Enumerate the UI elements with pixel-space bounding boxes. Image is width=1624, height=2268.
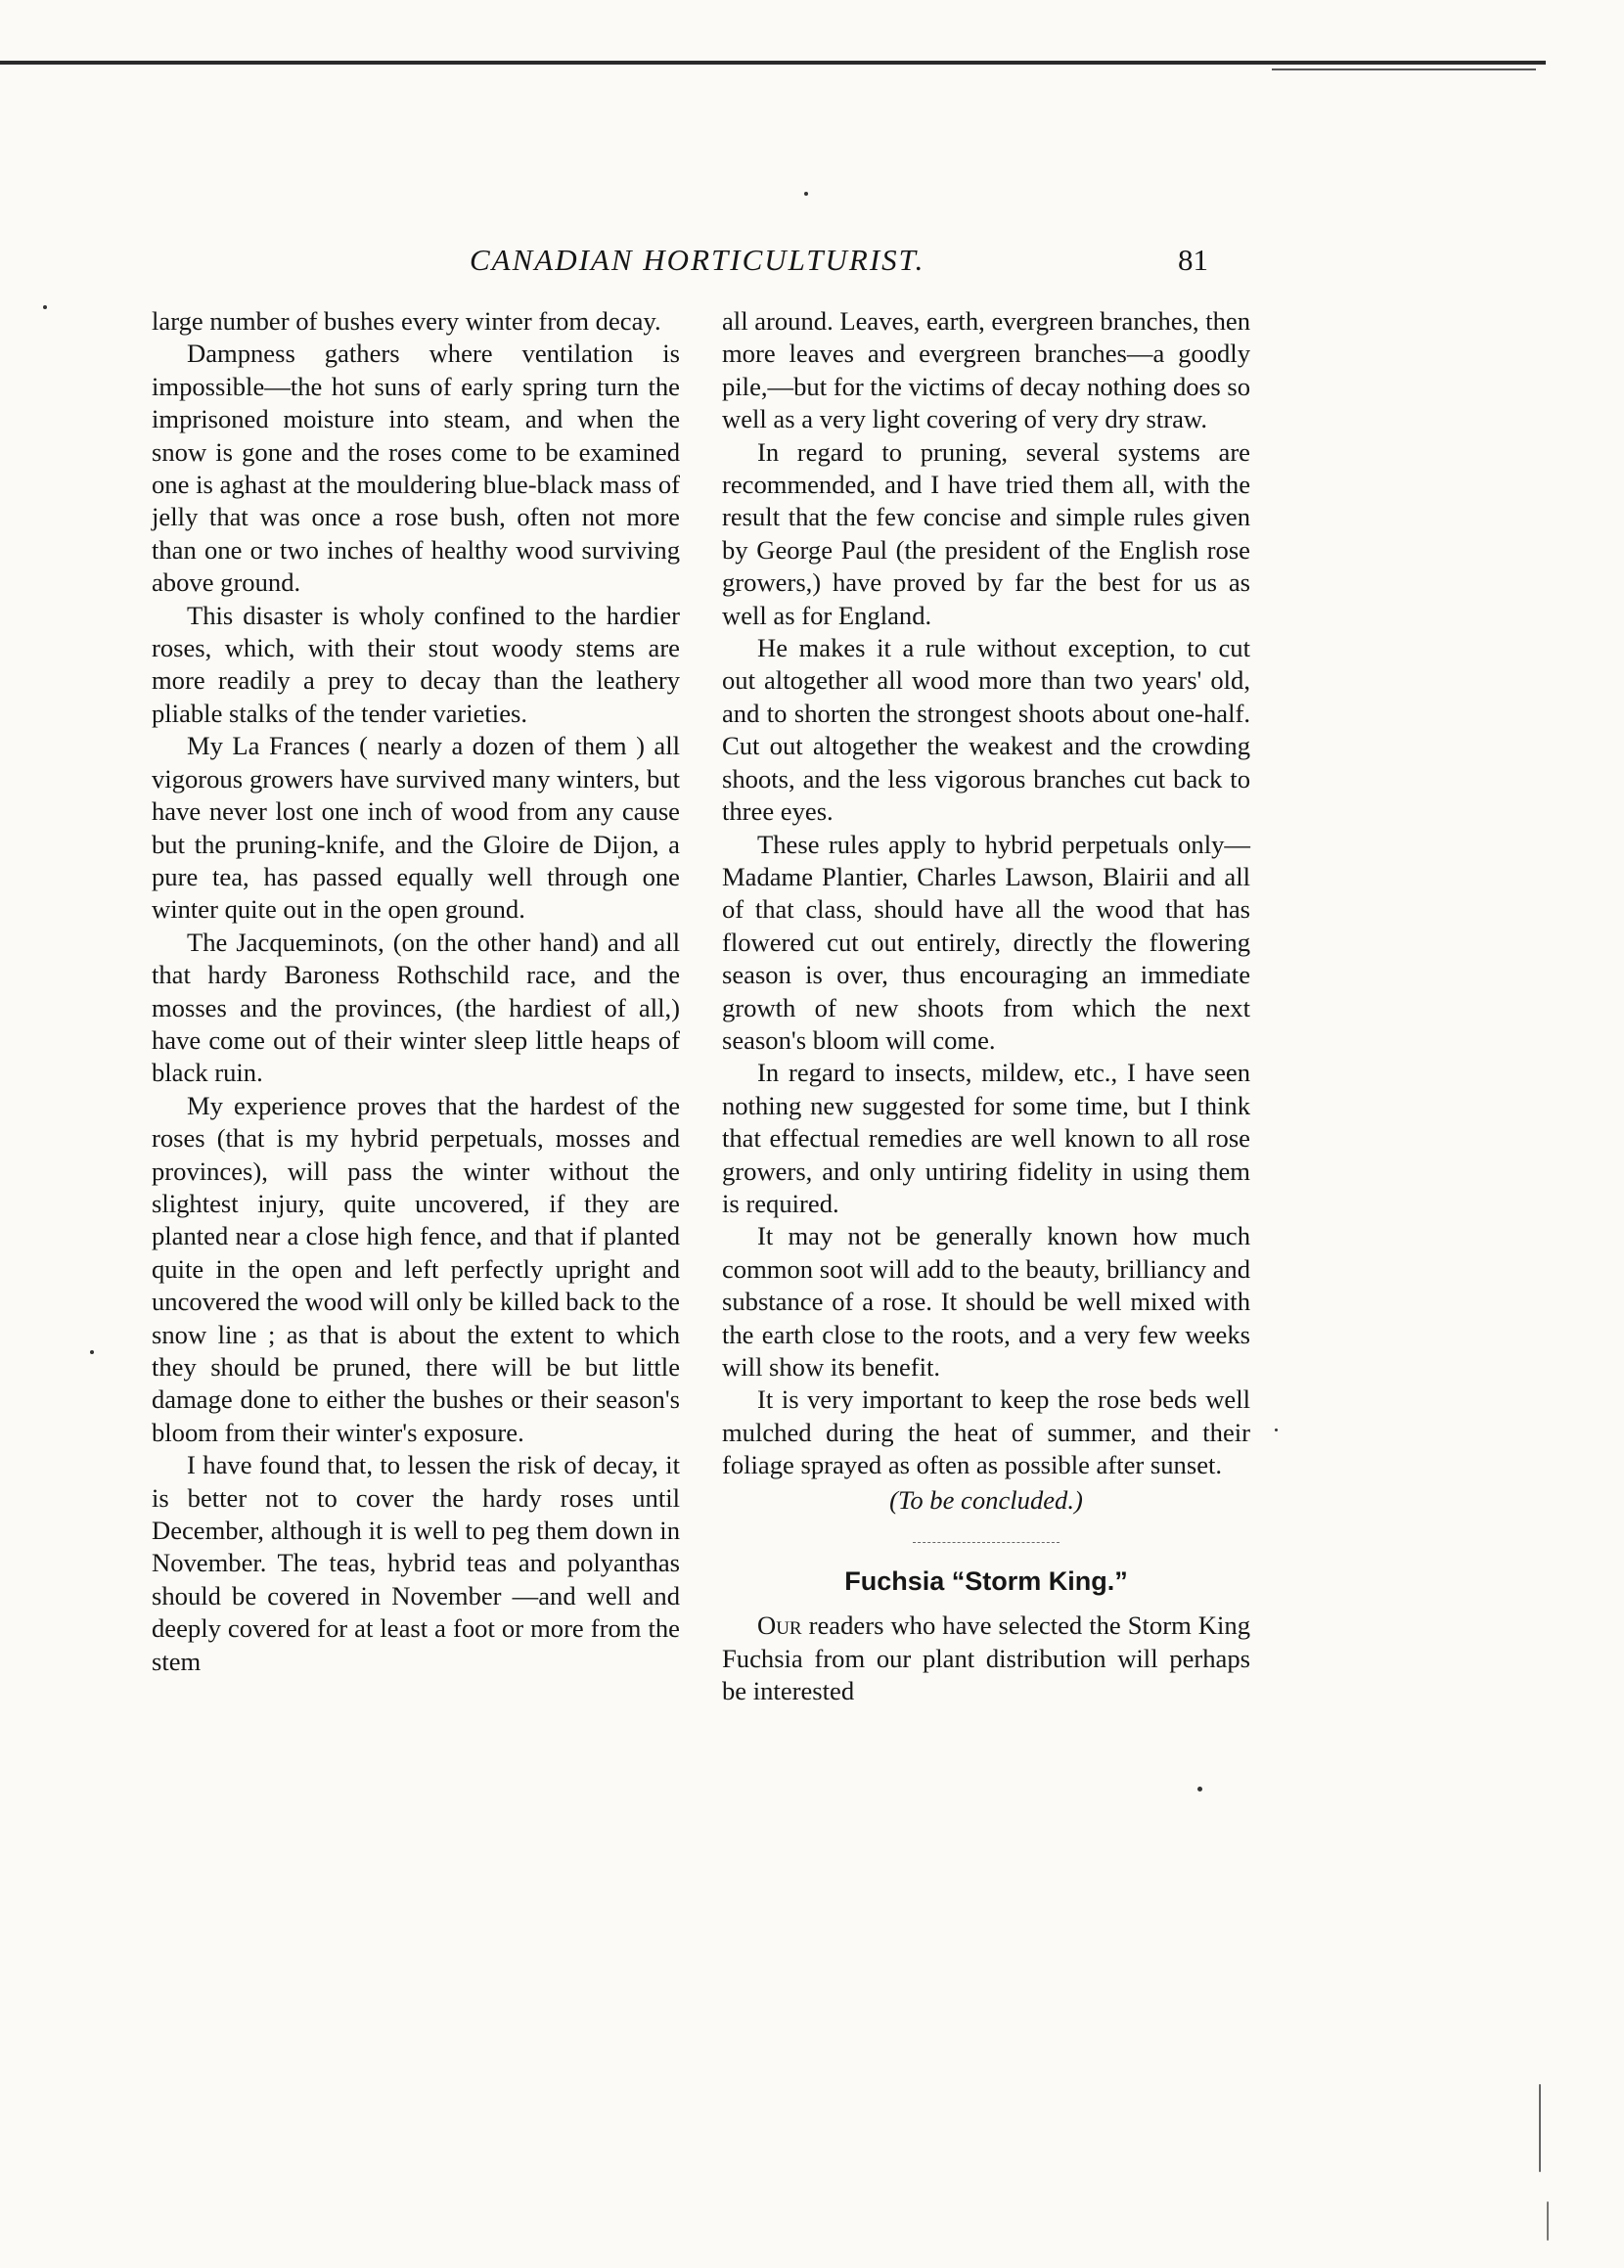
section-paragraph bbox=[722, 1610, 1250, 1707]
section-divider bbox=[913, 1542, 1060, 1544]
paragraph: These rules apply to hybrid perpetuals only—Madame Plantier, Charles Lawson, Blairii and all of that class, should have all the wood that has flowered cut out entirely, directly the flowering season is over, thus encouraging an immediate growth of new shoots from which the next season's bloom will come. bbox=[722, 829, 1250, 1055]
top-rule bbox=[0, 61, 1546, 65]
paragraph: It is very important to keep the rose beds well mulched during the heat of summer, and their foliage sprayed as often as possible after sunset. bbox=[722, 1384, 1250, 1480]
paragraph: I have found that, to lessen the risk of decay, it is better not to cover the hardy roses until December, although it is well to peg them down in November. The teas, hybrid teas and polyanthas should be covered in November —and well and deeply covered for at least a foot or more from the stem bbox=[152, 1450, 680, 1676]
paragraph: large number of bushes every winter from decay. bbox=[152, 306, 661, 336]
right-column bbox=[722, 305, 1250, 1708]
paragraph: My La Frances ( nearly a dozen of them ) all vigorous growers have survived many winters, but have never lost one inch of wood from any cause but the pruning-knife, and the Gloire de Dijon, a pure tea, has passed equally well through one winter quite out in the open ground. bbox=[152, 731, 680, 925]
scan-speck bbox=[43, 305, 47, 309]
paragraph: The Jacqueminots, (on the other hand) and all that hardy Baroness Rothschild race, and the mosses and the provinces, (the hardiest of all,) have come out of their winter sleep little heaps of black ruin. bbox=[152, 927, 680, 1088]
scan-speck bbox=[1547, 2201, 1549, 2241]
paragraph: all around. Leaves, earth, evergreen branches, then more leaves and evergreen branches—a goodly pile,—but for the victims of decay nothing does so well as a very light covering of very dry straw. bbox=[722, 306, 1250, 434]
left-column bbox=[152, 305, 680, 1678]
scan-speck bbox=[1539, 2084, 1541, 2172]
scan-speck bbox=[804, 192, 808, 196]
page-number: 81 bbox=[1178, 243, 1208, 277]
scan-speck bbox=[1275, 1429, 1278, 1431]
paragraph: In regard to pruning, several systems are recommended, and I have tried them all, with the result that the few concise and simple rules given by George Paul (the president of the English rose growers,) have proved by far the best for us as well as for England. bbox=[722, 436, 1250, 630]
scan-speck bbox=[1197, 1787, 1202, 1792]
paragraph: This disaster is wholy confined to the hardier roses, which, with their stout woody stems are more readily a prey to decay than the leathery pliable stalks of the tender varieties. bbox=[152, 600, 680, 728]
to-be-concluded-note: (To be concluded.) bbox=[889, 1484, 1083, 1515]
scan-speck bbox=[90, 1350, 94, 1354]
section-text: readers who have selected the Storm King Fuchsia from our plant distribution will perhaps be interested bbox=[722, 1610, 1250, 1706]
paragraph: My experience proves that the hardest of the roses (that is my hybrid perpetuals, mosses and provinces), will pass the winter without the slightest injury, quite uncovered, if they are planted near a close high fence, and that if planted quite in the open and left perfectly upright and uncovered the wood will only be killed back to the snow line ; as that is about the extent to which they should be pruned, there will be but little damage done to either the bushes or their season's bloom from their winter's exposure. bbox=[152, 1090, 680, 1447]
paragraph: He makes it a rule without exception, to cut out altogether all wood more than two years' old, and to shorten the strongest shoots about one-half. Cut out altogether the weakest and the crowding shoots, and the less vigorous branches cut back to three eyes. bbox=[722, 633, 1250, 827]
lead-word: Our bbox=[757, 1610, 802, 1641]
section-title: Fuchsia “Storm King.” bbox=[844, 1566, 1128, 1597]
paragraph: In regard to insects, mildew, etc., I have seen nothing new suggested for some time, but I think that effectual remedies are well known to all rose growers, and only untiring fidelity in using them is required. bbox=[722, 1058, 1250, 1218]
paragraph: It may not be generally known how much common soot will add to the beauty, brilliancy and substance of a rose. It should be well mixed with the earth close to the roots, and a very few weeks will show its benefit. bbox=[722, 1221, 1250, 1382]
paragraph: Dampness gathers where ventilation is impossible—the hot suns of early spring turn the imprisoned moisture into steam, and when the snow is gone and the roses come to be examined one is aghast at the mouldering blue-black mass of jelly that was once a rose bush, often not more than one or two inches of healthy wood surviving above ground. bbox=[152, 339, 680, 598]
top-rule-secondary bbox=[1272, 68, 1536, 70]
running-title: CANADIAN HORTICULTURIST. bbox=[470, 243, 925, 277]
